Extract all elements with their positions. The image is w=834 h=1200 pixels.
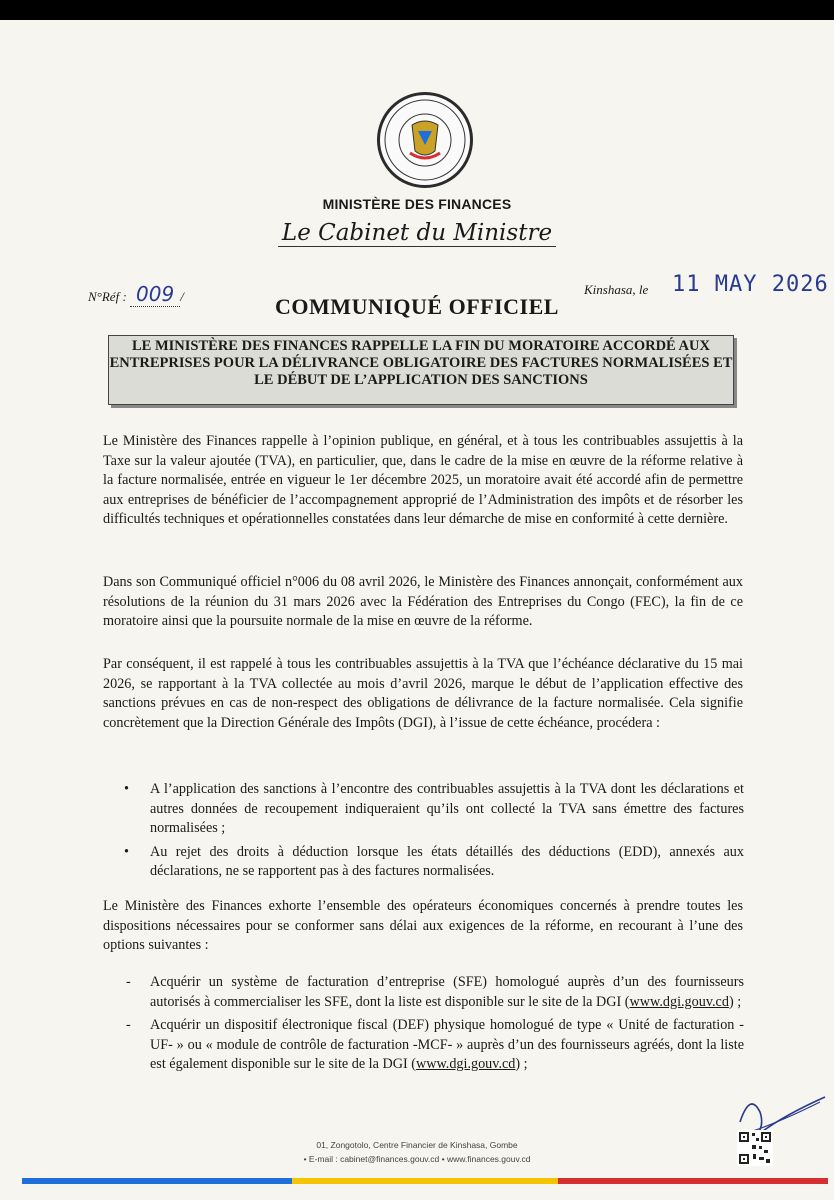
list-item: • Au rejet des droits à déduction lorsque les états détaillés des déductions (EDD), annexés aux déclarations, ne se rapportent pas à des factures normalisées. [104, 843, 744, 882]
cabinet-label: Le Cabinet du Ministre [278, 220, 556, 247]
flag-stripe [22, 1178, 828, 1184]
list-item: - Acquérir un dispositif électronique fiscal (DEF) physique homologué de type « Unité de facturation -UF- » ou « module de contrôle de facturation -MCF- » auprès d’un des fournisseurs agréés, dont la liste est également disponible sur le site de la DGI (www.dgi.gouv.cd) ; [104, 1016, 744, 1075]
flag-red [558, 1178, 828, 1184]
sanctions-list [104, 780, 744, 886]
paragraph-3: Par conséquent, il est rappelé à tous les contribuables assujettis à la TVA que l’échéance déclarative du 15 mai 2026, se rapportant à la TVA collectée au mois d’avril 2026, marque le début de l’application effective des sanctions prévues en cas de non-respect des obligations de délivrance de la facture normalisée. Cela signifie concrètement que la Direction Générale des Impôts (DGI), à l’issue de cette échéance, procédera : [103, 656, 743, 731]
ministry-name: MINISTÈRE DES FINANCES [322, 196, 512, 212]
date-stamp: 11 MAY 2026 [672, 272, 829, 297]
subject-box: LE MINISTÈRE DES FINANCES RAPPELLE LA FIN DU MORATOIRE ACCORDÉ AUX ENTREPRISES POUR LA DÉLIVRANCE OBLIGATOIRE DES FACTURES NORMALISÉES ET LE DÉBUT DE L’APPLICATION DES SANCTIONS [108, 335, 734, 405]
paragraph-4: Le Ministère des Finances exhorte l’ensemble des opérateurs économiques concernés à prendre toutes les dispositions nécessaires pour se conformer sans délai aux exigences de la réforme, en recourant à l’une des options suivantes : [103, 898, 743, 953]
ref-suffix: / [180, 289, 184, 304]
ref-value: 009 [130, 282, 180, 307]
qr-code-icon [737, 1130, 773, 1166]
list-item: • A l’application des sanctions à l’encontre des contribuables assujettis à la TVA dont les déclarations et autres données de recoupement indiqueraient qu’ils ont collecté la TVA sans émettre des factures normalisées ; [104, 780, 744, 839]
paragraph-1: Le Ministère des Finances rappelle à l’opinion publique, en général, et à tous les contribuables assujettis à la Taxe sur la valeur ajoutée (TVA), en particulier, que, dans le cadre de la mise en œuvre de la réforme relative à la facture normalisée, entrée en vigueur le 1er décembre 2025, un moratoire avait été accordé afin de permettre aux entreprises de bénéficier de l’accompagnement approprié de l’Administration des impôts et de résorber les difficultés techniques et opérationnelles constatées dans leur démarche de mise en conformité à cette dernière. [103, 433, 743, 527]
list-item: - Acquérir un système de facturation d’entreprise (SFE) homologué auprès d’un des fournisseurs autorisés à commercialiser les SFE, dont la liste est disponible sur le site de la DGI (www.dgi.gouv.cd) ; [104, 973, 744, 1012]
seal-emblem-icon [380, 95, 470, 185]
footer-contact: • E-mail : cabinet@finances.gouv.cd • www.finances.gouv.cd [303, 1154, 531, 1164]
top-black-bar [0, 0, 834, 20]
flag-yellow [292, 1178, 558, 1184]
document-title: COMMUNIQUÉ OFFICIEL [275, 294, 559, 319]
footer-address: 01, Zongotolo, Centre Financier de Kinshasa, Gombe [316, 1140, 518, 1150]
options-list [104, 973, 744, 1079]
dgi-link[interactable]: www.dgi.gouv.cd [415, 1056, 516, 1072]
cabinet-title [0, 220, 834, 246]
place-label: Kinshasa, le [584, 282, 649, 297]
flag-blue [22, 1178, 292, 1184]
dgi-link[interactable]: www.dgi.gouv.cd [629, 993, 729, 1010]
ref-label: N°Réf : [88, 289, 127, 304]
paragraph-2: Dans son Communiqué officiel n°006 du 08 avril 2026, le Ministère des Finances annonçait, conformément aux résolutions de la réunion du 31 mars 2026 avec la Fédération des Entreprises du Congo (FEC), la fin de ce moratoire ainsi que la poursuite normale de la mise en œuvre de la réforme. [103, 574, 743, 629]
government-seal [377, 92, 473, 188]
